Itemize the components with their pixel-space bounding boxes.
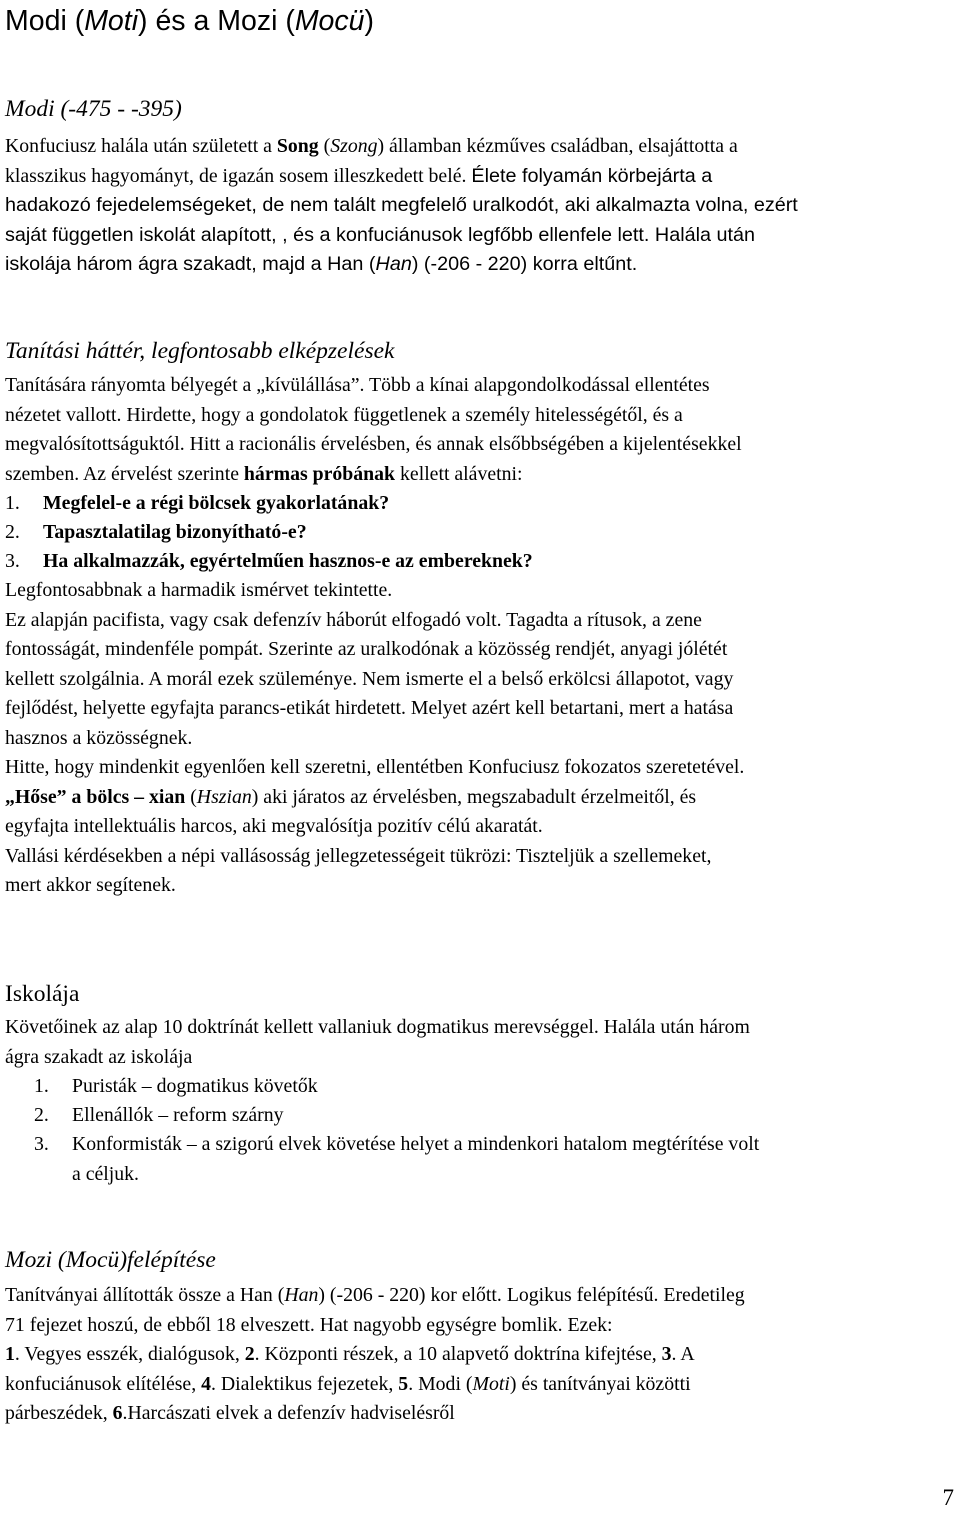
text-line: Vallási kérdésekben a népi vallásosság jellegzetességeit tükrözi: Tiszteljük a szellemeket, <box>5 844 712 867</box>
text-line: Követőinek az alap 10 doktrínát kellett vallaniuk dogmatikus merevséggel. Halála után három <box>5 1016 750 1038</box>
text-line: Konfuciusz halála után született a Song (Szong) államban kézműves családban, elsajáttotta a <box>5 135 738 157</box>
school-item-number: 1. <box>34 1075 49 1097</box>
text-line: nézetet vallott. Hirdette, hogy a gondolatok függetlenek a személy hitelességétől, és a <box>5 403 683 426</box>
school-item-number: 2. <box>34 1104 49 1126</box>
text-line: egyfajta intellektuális harcos, aki megvalósítja pozitív célú akaratát. <box>5 815 543 837</box>
text-line: hasznos a közösségnek. <box>5 726 193 749</box>
section-heading-school: Iskolája <box>5 981 80 1007</box>
text-line: saját független iskolát alapított, , és a konfuciánusok legfőbb ellenfele lett. Halála után <box>5 223 755 246</box>
text-line: Hitte, hogy mindenkit egyenlően kell szeretni, ellentétben Konfuciusz fokozatos szeretetével. <box>5 756 745 778</box>
text-line: fejlődést, helyette egyfajta parancs-etikát hirdetett. Melyet azért kell betartani, mert a hatása <box>5 697 734 719</box>
school-item-text: Puristák – dogmatikus követők <box>72 1075 318 1097</box>
section-heading-structure: Mozi (Mocü)felépítése <box>5 1247 216 1273</box>
school-item-text: Konformisták – a szigorú elvek követése helyet a mindenkori hatalom megtérítése volt <box>72 1133 760 1155</box>
text-line: „Hőse” a bölcs – xian (Hszian) aki járatos az érvelésben, megszabadult érzelmeitől, és <box>5 785 697 808</box>
criterion-text: Ha alkalmazzák, egyértelműen hasznos-e az embereknek? <box>43 550 533 572</box>
paragraph-modi-bio <box>5 132 960 280</box>
section-heading-modi: Modi (-475 - -395) <box>5 96 182 122</box>
text-line: párbeszédek, 6.Harcászati elvek a defenzív hadviselésről <box>5 1402 455 1424</box>
title-part: ) <box>364 5 375 37</box>
text-line: ágra szakadt az iskolája <box>5 1045 193 1068</box>
criterion-number: 1. <box>5 492 20 514</box>
text-line: kellett szolgálnia. A morál ezek szüleménye. Nem ismerte el a belső erkölcsi állapotot, vagy <box>5 667 734 690</box>
paragraph-school <box>5 1013 960 1072</box>
text-line: iskolája három ágra szakadt, majd a Han (Han) (-206 - 220) korra eltűnt. <box>5 253 638 275</box>
title-part: Modi ( <box>5 5 85 37</box>
text-line: hadakozó fejedelemségeket, de nem talált megfelelő uralkodót, aki alkalmazta volna, ezért <box>5 194 798 216</box>
text-line: mert akkor segítenek. <box>5 874 176 896</box>
school-item-text-cont: a céljuk. <box>72 1163 140 1185</box>
page-number: 7 <box>942 1485 954 1510</box>
text-line: fontosságát, mindenféle pompát. Szerinte az uralkodónak a közösség rendjét, anyagi jólétét <box>5 638 728 660</box>
text-line: Tanítására rányomta bélyegét a „kívülállása”. Több a kínai alapgondolkodással ellentétes <box>5 374 710 396</box>
paragraph-structure <box>5 1281 960 1429</box>
criterion-text: Tapasztalatilag bizonyítható-e? <box>43 521 307 543</box>
paragraph-teaching <box>5 371 960 489</box>
text-line: Ez alapján pacifista, vagy csak defenzív háborút elfogadó volt. Tagadta a rítusok, a zene <box>5 608 702 631</box>
text-line: klasszikus hagyományt, de igazán sosem illeszkedett belé. Élete folyamán körbejárta a <box>5 164 713 187</box>
text-line: Tanítványai állították össze a Han (Han) (-206 - 220) kor előtt. Logikus felépítésű. Eredetileg <box>5 1284 745 1306</box>
school-item-number: 3. <box>34 1133 49 1155</box>
section-heading-teaching: Tanítási háttér, legfontosabb elképzelések <box>5 338 395 364</box>
title-part: Moti <box>84 5 139 37</box>
text-line: konfuciánusok elítélése, 4. Dialektikus fejezetek, 5. Modi (Moti) és tanítványai közötti <box>5 1372 691 1395</box>
criterion-number: 3. <box>5 550 20 572</box>
page-title <box>5 2 374 40</box>
criterion-text: Megfelel-e a régi bölcsek gyakorlatának? <box>43 492 390 514</box>
text-line: szemben. Az érvelést szerinte hármas próbának kellett alávetni: <box>5 462 523 485</box>
text-line: megvalósítottságuktól. Hitt a racionális érvelésben, és annak elsőbbségében a kijelentésekkel <box>5 433 742 455</box>
title-part: Mocü <box>294 5 365 37</box>
criterion-number: 2. <box>5 521 20 543</box>
title-part: ) és a Mozi ( <box>138 5 295 37</box>
text-line: Legfontosabbnak a harmadik ismérvet tekintette. <box>5 579 393 601</box>
school-item-text: Ellenállók – reform szárny <box>72 1104 284 1126</box>
text-line: 71 fejezet hoszú, de ebből 18 elveszett. Hat nagyobb egységre bomlik. Ezek: <box>5 1313 613 1336</box>
paragraph-teaching-cont <box>5 576 960 901</box>
text-line: 1. Vegyes esszék, dialógusok, 2. Központi részek, a 10 alapvető doktrína kifejtése, 3. A <box>5 1343 695 1365</box>
